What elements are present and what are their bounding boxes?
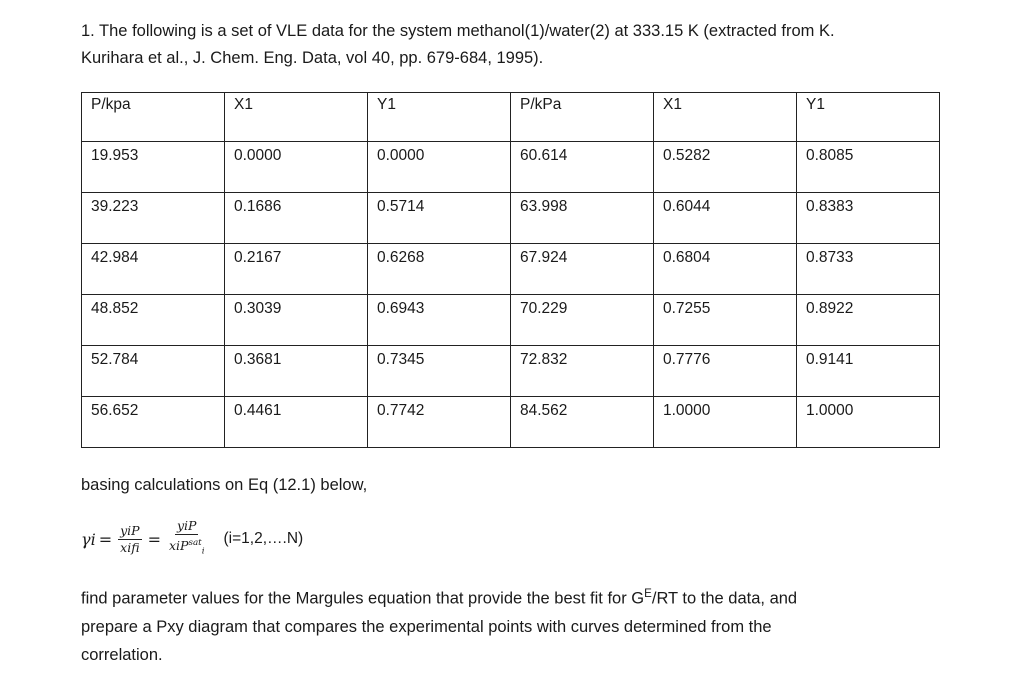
task-line-3: correlation.: [81, 645, 163, 664]
table-cell: 0.7345: [368, 346, 511, 397]
task-line-1-post: /RT to the data, and: [651, 589, 798, 608]
table-row: [82, 346, 940, 397]
vle-data-table: [81, 92, 940, 448]
i-subscript: i: [201, 546, 205, 557]
table-cell: 39.223: [82, 193, 225, 244]
table-cell: 0.6044: [654, 193, 797, 244]
table-cell: 0.6804: [654, 244, 797, 295]
fraction-1-denominator: xifi: [120, 539, 140, 555]
table-cell: 0.7776: [654, 346, 797, 397]
header-cell: X1: [654, 93, 797, 142]
table-cell: 0.8922: [797, 295, 940, 346]
problem-line-2: Kurihara et al., J. Chem. Eng. Data, vol 40, pp. 679-684, 1995).: [81, 49, 544, 67]
table-cell: 48.852: [82, 295, 225, 346]
table-cell: 0.0000: [368, 142, 511, 193]
table-cell: 0.7255: [654, 295, 797, 346]
problem-line-1: 1. The following is a set of VLE data for the system methanol(1)/water(2) at 333.15 K (extracted from K.: [81, 22, 835, 40]
fraction-1: [118, 524, 141, 555]
table-cell: 0.6943: [368, 295, 511, 346]
table-cell: 0.2167: [225, 244, 368, 295]
table-cell: 70.229: [511, 295, 654, 346]
table-cell: 1.0000: [654, 397, 797, 448]
task-line-2: prepare a Pxy diagram that compares the experimental points with curves determined from the: [81, 617, 772, 636]
table-cell: 0.5714: [368, 193, 511, 244]
task-line-1: [81, 580, 941, 613]
table-cell: 63.998: [511, 193, 654, 244]
equation-lhs: γi: [81, 529, 96, 549]
table-cell: 0.7742: [368, 397, 511, 448]
header-cell: X1: [225, 93, 368, 142]
table-cell: 0.9141: [797, 346, 940, 397]
fraction-2: [167, 519, 207, 559]
table-cell: 0.3039: [225, 295, 368, 346]
basis-text: basing calculations on Eq (12.1) below,: [81, 476, 368, 494]
excess-superscript: E: [644, 588, 652, 600]
table-cell: 52.784: [82, 346, 225, 397]
table-cell: 42.984: [82, 244, 225, 295]
header-cell: Y1: [368, 93, 511, 142]
table-cell: 72.832: [511, 346, 654, 397]
table-cell: 67.924: [511, 244, 654, 295]
table-cell: 0.5282: [654, 142, 797, 193]
table-row: [82, 193, 940, 244]
header-cell: Y1: [797, 93, 940, 142]
fraction-2-denominator-base: xiP: [168, 538, 189, 554]
problem-statement: [81, 18, 961, 72]
table-cell: 0.0000: [225, 142, 368, 193]
table-cell: 1.0000: [797, 397, 940, 448]
table-cell: 0.8085: [797, 142, 940, 193]
task-line-1-pre: find parameter values for the Margules equation that provide the best fit for G: [81, 589, 645, 608]
table-row: [82, 244, 940, 295]
table-header-row: [82, 93, 940, 142]
table-cell: 84.562: [511, 397, 654, 448]
fraction-1-numerator: yiP: [120, 522, 140, 538]
table-row: [82, 142, 940, 193]
header-cell: P/kpa: [82, 93, 225, 142]
table-cell: 56.652: [82, 397, 225, 448]
task-statement: [81, 580, 941, 669]
table-cell: 0.3681: [225, 346, 368, 397]
table-cell: 0.1686: [225, 193, 368, 244]
header-cell: P/kPa: [511, 93, 654, 142]
fraction-2-denominator: [167, 535, 207, 559]
equals-sign: =: [147, 529, 161, 549]
table-cell: 60.614: [511, 142, 654, 193]
equals-sign: =: [98, 529, 113, 549]
table-cell: 0.8733: [797, 244, 940, 295]
table-row: [82, 397, 940, 448]
index-condition: (i=1,2,….N): [223, 530, 304, 547]
fraction-2-numerator: yiP: [177, 518, 197, 534]
table-cell: 19.953: [82, 142, 225, 193]
table-row: [82, 295, 940, 346]
table-cell: 0.6268: [368, 244, 511, 295]
sat-superscript: sat: [188, 538, 202, 549]
table-cell: 0.4461: [225, 397, 368, 448]
equation-12-1: [81, 514, 303, 564]
table-cell: 0.8383: [797, 193, 940, 244]
